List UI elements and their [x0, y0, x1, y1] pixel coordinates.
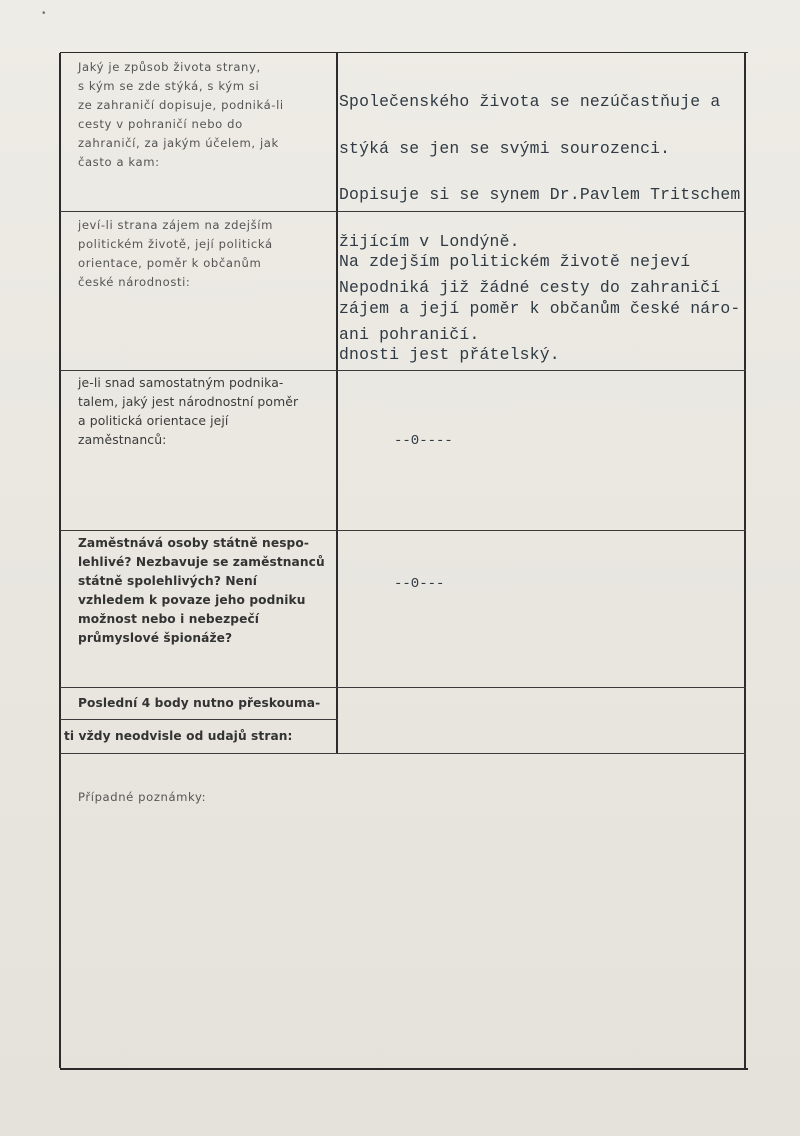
answer-line: žijícím v Londýně. — [339, 231, 520, 251]
answer-line: zájem a její poměr k občanům české náro- — [339, 298, 741, 318]
remarks-divider — [60, 753, 746, 754]
question-line: jeví-li strana zájem na zdejším — [78, 218, 273, 232]
question-line: průmyslové špionáže? — [78, 631, 233, 645]
question-line: je-li snad samostatným podnika- — [78, 375, 284, 390]
question-line: možnost nebo i nebezpečí — [78, 612, 260, 626]
answer-3: --0---- — [394, 433, 453, 449]
question-line: české národnosti: — [78, 275, 191, 289]
note-divider — [60, 719, 338, 720]
question-line: lehlivé? Nezbavuje se zaměstnanců — [78, 555, 325, 569]
answer-2 — [339, 223, 740, 394]
question-line: a politická orientace její — [78, 413, 229, 428]
question-line: politickém životě, její politická — [78, 237, 273, 251]
punch-mark: • — [42, 8, 46, 19]
note-line-2: ti vždy neodvisle od udajů stran: — [64, 729, 293, 743]
remarks-label: Případné poznámky: — [78, 790, 207, 804]
row-divider-4 — [60, 687, 746, 688]
question-line: Jaký je způsob života strany, — [78, 60, 261, 74]
question-line: státně spolehlivých? Není — [78, 574, 258, 588]
question-line: zaměstnanců: — [78, 432, 167, 447]
answer-4: --0--- — [394, 576, 445, 592]
question-4 — [78, 534, 340, 648]
answer-line: Nepodniká již žádné cesty do zahraničí — [339, 278, 721, 297]
question-2 — [78, 216, 333, 292]
question-line: orientace, poměr k občanům — [78, 256, 262, 270]
answer-line: Dopisuje si se synem Dr.Pavlem Tritschem — [339, 185, 741, 204]
question-line: zahraničí, za jakým účelem, jak — [78, 136, 279, 150]
question-line: s kým se zde stýká, s kým si — [78, 79, 260, 93]
question-line: cesty v pohraničí nebo do — [78, 117, 243, 131]
answer-line: Na zdejším politickém životě nejeví — [339, 252, 691, 271]
question-line: Zaměstnává osoby státně nespo- — [78, 536, 309, 550]
question-line: často a kam: — [78, 155, 160, 169]
answer-line: stýká se jen se svými sourozenci. — [339, 138, 671, 158]
row-divider-3 — [60, 530, 746, 531]
answer-line: ani pohraničí. — [339, 324, 480, 344]
right-border — [744, 53, 746, 1068]
note-line-1: Poslední 4 body nutno přeskouma- — [78, 696, 321, 710]
left-border — [59, 53, 61, 1068]
question-3 — [78, 373, 340, 449]
question-line: ze zahraničí dopisuje, podniká-li — [78, 98, 284, 112]
answer-line: dnosti jest přátelský. — [339, 345, 560, 364]
question-line: talem, jaký jest národnostní poměr — [78, 394, 299, 409]
question-line: vzhledem k povaze jeho podniku — [78, 593, 306, 607]
question-1 — [78, 58, 333, 172]
answer-line: Společenského života se nezúčastňuje a — [339, 92, 721, 111]
